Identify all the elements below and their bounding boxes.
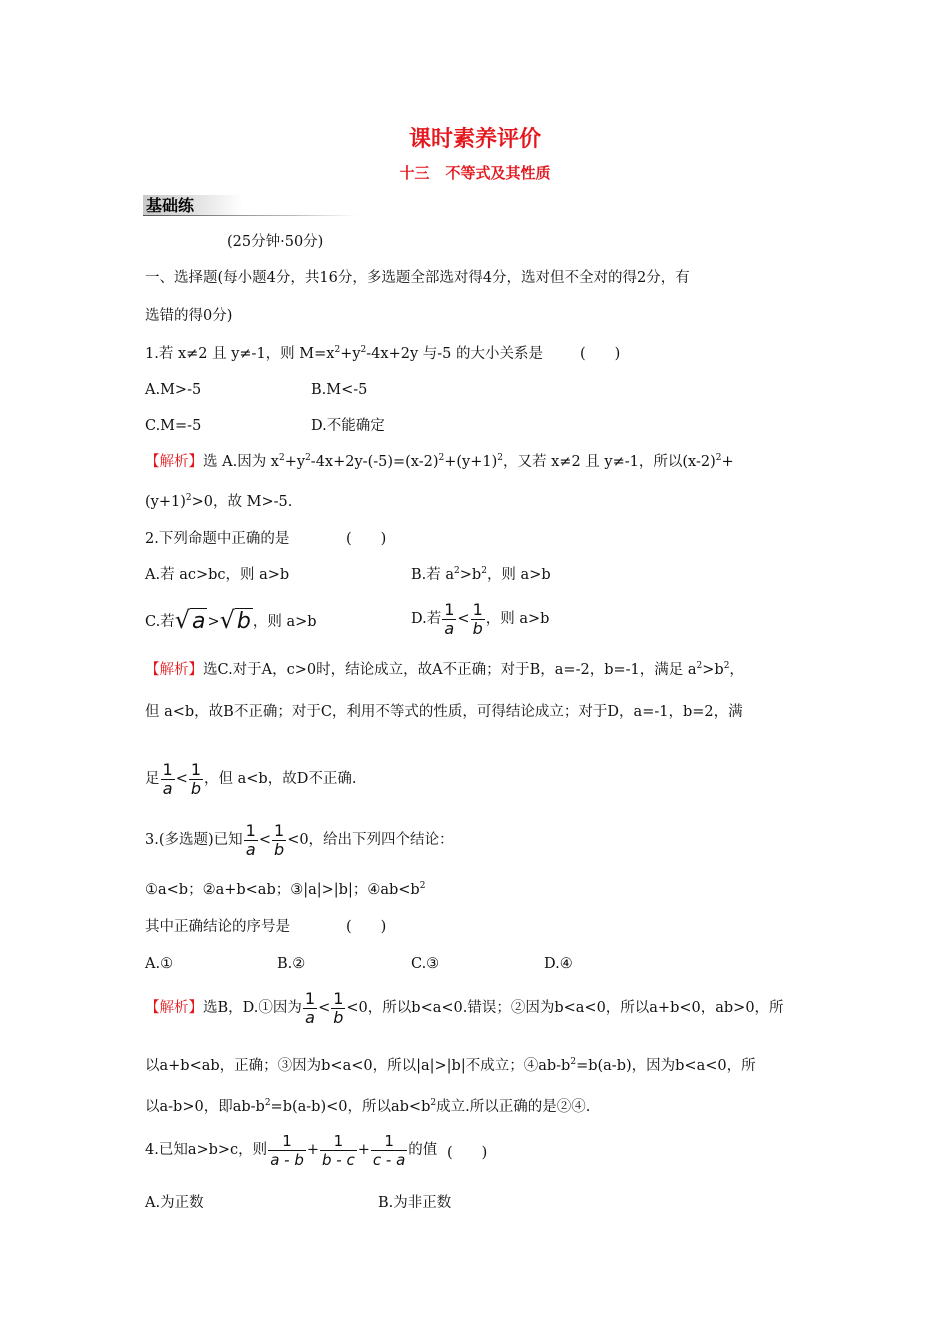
time-score: (25分钟·50分): [227, 234, 324, 250]
q3-option-c: C.③: [411, 956, 440, 972]
question-4-stem: 4.已知a>b>c，则 $\frac{1}{a - b}$ + $\frac{1}{b - c}$ + $\frac{1}{c - a}$ 的值: [145, 1131, 438, 1169]
q3-solution-line2: 以a+b<ab，正确；③因为b<a<0，所以|a|>|b|不成立；④ab-$b^2=b(a-b)$，因为b<a<0，所: [145, 1057, 756, 1074]
q2-solution-line2: 但 a<b，故B不正确；对于C，利用不等式的性质，可得结论成立；对于D，a=-1，b=2，满: [145, 704, 743, 720]
q1-option-a: A.M>-5: [145, 382, 202, 398]
part-heading-line1: 一、选择题(每小题4分，共16分，多选题全部选对得4分，选对但不全对的得2分，有: [145, 270, 690, 286]
q3-option-b: B.②: [277, 956, 306, 972]
lesson-number: 十三: [399, 164, 430, 182]
solution-tag: 【解析】: [145, 1000, 203, 1016]
section-label: 基础练: [146, 196, 195, 215]
question-3-bracket: ( ): [346, 919, 387, 935]
fraction-1-over-a-minus-b: $\frac{1}{a - b}$: [270, 1131, 304, 1169]
part-heading-line2: 选错的得0分): [145, 308, 233, 324]
fraction-1-over-c-minus-a: $\frac{1}{c - a}$: [372, 1131, 406, 1169]
section-banner: [143, 193, 358, 215]
q3-conclusions: ①a<b；②a+b<ab；③|a|>|b|；$④ab<b^2$: [145, 881, 426, 898]
q3-prompt: 其中正确结论的序号是: [145, 919, 290, 935]
sqrt-a: √a: [174, 606, 206, 634]
q2-solution-line3: 足 $\frac{1}{a}$ < $\frac{1}{b}$ ，但 a<b，故D不正确.: [145, 759, 357, 798]
fraction-1-over-a: $\frac{1}{a}$: [304, 988, 316, 1027]
question-4-bracket: ( ): [447, 1145, 488, 1161]
q2-solution-line1: 【解析】选C.对于A，c>0时，结论成立，故A不正确；对于B，a=-2，b=-1，满足 $a^2>b^2$，: [145, 661, 744, 678]
q3-option-a: A.①: [145, 956, 174, 972]
question-1-stem: 1.若 x≠2 且 y≠-1，则 $M=x^2+y^2-4x+2y$ 与-5 的大小关系是: [145, 345, 543, 362]
q3-solution-line1: 【解析】选B，D.①因为 $\frac{1}{a}$ < $\frac{1}{b}$ <0，所以b<a<0.错误；②因为b<a<0，所以a+b<0，ab>0，所: [145, 988, 784, 1027]
question-1-bracket: ( ): [580, 346, 621, 362]
q3-option-d: D.④: [544, 956, 573, 972]
q4-option-a: A.为正数: [145, 1195, 204, 1211]
fraction-1-over-a: $\frac{1}{a}$: [444, 599, 455, 638]
q2-option-c: C.若√a >√b ，则 a>b: [145, 601, 317, 643]
q3-solution-line3: 以a-b>0，即$ab-b^2=b(a-b)<0$，所以$ab<b^2$成立.所以正确的是②④.: [145, 1098, 591, 1115]
solution-tag: 【解析】: [145, 454, 203, 470]
q4-option-b: B.为非正数: [378, 1195, 452, 1211]
q1-solution-line1: 【解析】选 A.因为 $x^2+y^2-4x+2y-(-5)=(x-2)^2+(y+1)^2$，又若 x≠2 且 y≠-1，所以$(x-2)^2+$: [145, 453, 734, 470]
lesson-topic: 不等式及其性质: [445, 164, 551, 182]
fraction-1-over-b: $\frac{1}{b}$: [274, 820, 285, 859]
q1-option-d: D.不能确定: [311, 418, 385, 434]
lesson-subtitle: [0, 162, 950, 183]
q1-option-c: C.M=-5: [145, 418, 202, 434]
question-3-stem: 3.(多选题)已知 $\frac{1}{a}$ < $\frac{1}{b}$ <0，给出下列四个结论：: [145, 820, 454, 859]
sqrt-b: √b: [219, 606, 251, 634]
question-2-bracket: ( ): [346, 531, 387, 547]
q2-option-d: D.若 $\frac{1}{a}$ < $\frac{1}{b}$ ，则 a>b: [411, 599, 550, 638]
question-2-stem: 2.下列命题中正确的是: [145, 531, 290, 547]
q1-solution-line2: $(y+1)^2>0$，故 M>-5.: [145, 493, 293, 510]
fraction-1-over-a: $\frac{1}{a}$: [162, 759, 173, 798]
fraction-1-over-a: $\frac{1}{a}$: [245, 820, 256, 859]
fraction-1-over-b: $\frac{1}{b}$: [190, 759, 202, 798]
q2-option-b: B.若 $a^2>b^2$，则 a>b: [411, 566, 551, 583]
page-title: 课时素养评价: [408, 126, 541, 152]
q2-option-a: A.若 ac>bc，则 a>b: [145, 567, 290, 583]
fraction-1-over-b-minus-c: $\frac{1}{b - c}$: [322, 1131, 355, 1169]
solution-tag: 【解析】: [145, 662, 203, 678]
fraction-1-over-b: $\frac{1}{b}$: [333, 988, 344, 1027]
q1-option-b: B.M<-5: [311, 382, 368, 398]
fraction-1-over-b: $\frac{1}{b}$: [472, 599, 483, 638]
